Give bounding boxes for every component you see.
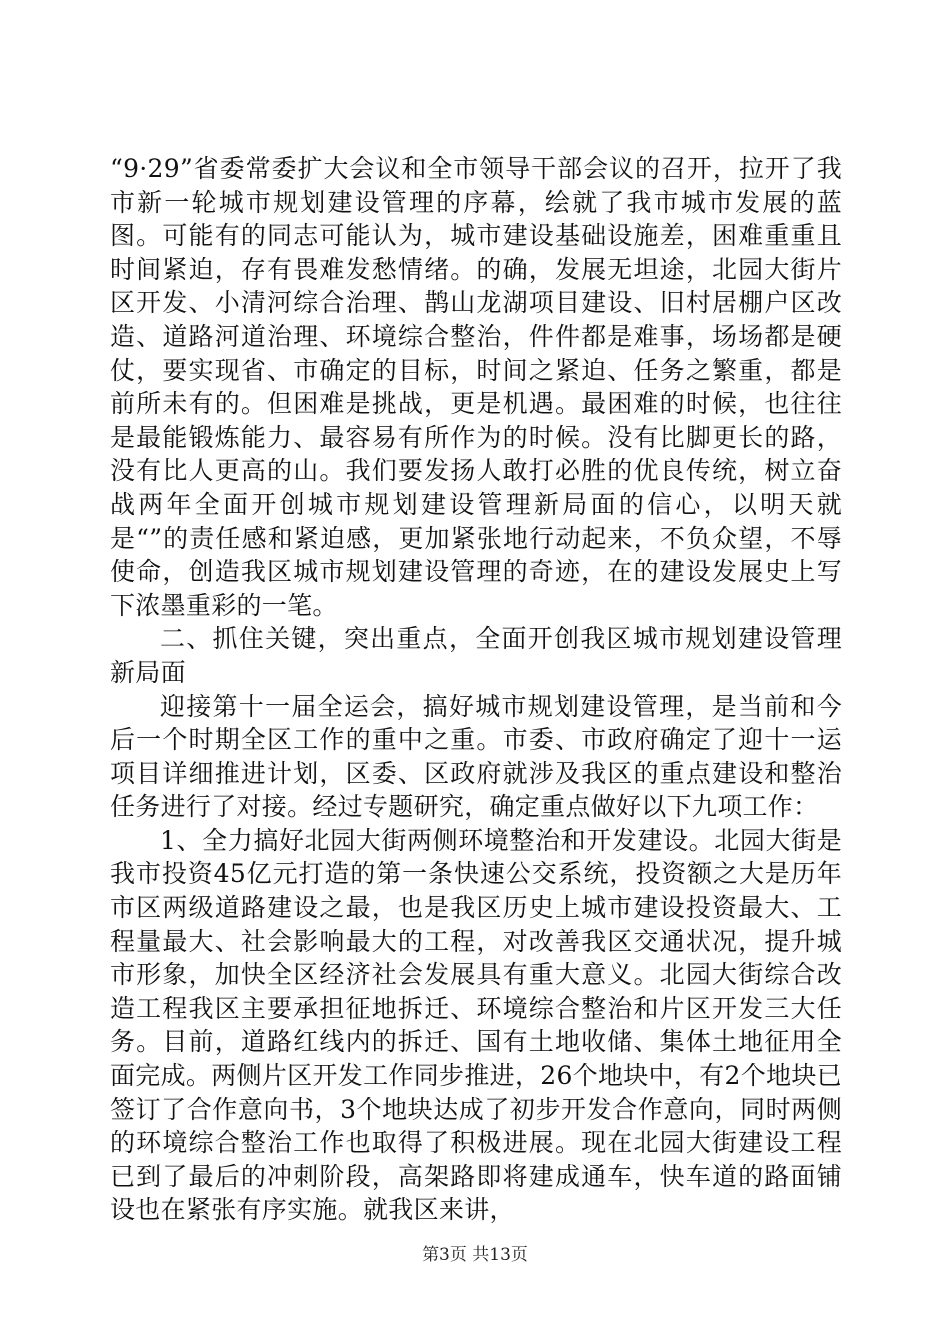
- body-text: [110, 152, 842, 1227]
- paragraph-intro: 迎接第十一届全运会，搞好城市规划建设管理，是当前和今后一个时期全区工作的重中之重。市委、市政府确定了迎十一运项目详细推进计划，区委、区政府就涉及我区的重点建设和整治任务进行了对接。经过专题研究，确定重点做好以下九项工作：: [110, 691, 842, 822]
- page-footer: 第3页 共13页: [422, 1245, 528, 1265]
- paragraph-item-1: 1、全力搞好北园大街两侧环境整治和开发建设。北园大街是我市投资45亿元打造的第一条快速公交系统，投资额之大是历年市区两级道路建设之最，也是我区历史上城市建设投资最大、工程量最大、社会影响最大的工程，对改善我区交通状况，提升城市形象，加快全区经济社会发展具有重大意义。北园大街综合改造工程我区主要承担征地拆迁、环境综合整治和片区开发三大任务。目前，道路红线内的拆迁、国有土地收储、集体土地征用全面完成。两侧片区开发工作同步推进，26个地块中，有2个地块已签订了合作意向书，3个地块达成了初步开发合作意向，同时两侧的环境综合整治工作也取得了积极进展。现在北园大街建设工程已到了最后的冲刺阶段，高架路即将建成通车，快车道的路面铺设也在紧张有序实施。就我区来讲，: [110, 825, 842, 1225]
- section-heading: 二、抓住关键，突出重点，全面开创我区城市规划建设管理新局面: [110, 624, 842, 687]
- paragraph-continuation: “9·29”省委常委扩大会议和全市领导干部会议的召开，拉开了我市新一轮城市规划建设管理的序幕，绘就了我市城市发展的蓝图。可能有的同志可能认为，城市建设基础设施差，困难重重且时间紧迫，存有畏难发愁情绪。的确，发展无坦途，北园大街片区开发、小清河综合治理、鹊山龙湖项目建设、旧村居棚户区改造、道路河道治理、环境综合整治，件件都是难事，场场都是硬仗，要实现省、市确定的目标，时间之紧迫、任务之繁重，都是前所未有的。但困难是挑战，更是机遇。最困难的时候，也往往是最能锻炼能力、最容易有所作为的时候。没有比脚更长的路，没有比人更高的山。我们要发扬人敢打必胜的优良传统，树立奋战两年全面开创城市规划建设管理新局面的信心，以明天就是“”的责任感和紧迫感，更加紧张地行动起来，不负众望，不辱使命，创造我区城市规划建设管理的奇迹，在的建设发展史上写下浓墨重彩的一笔。: [110, 154, 842, 620]
